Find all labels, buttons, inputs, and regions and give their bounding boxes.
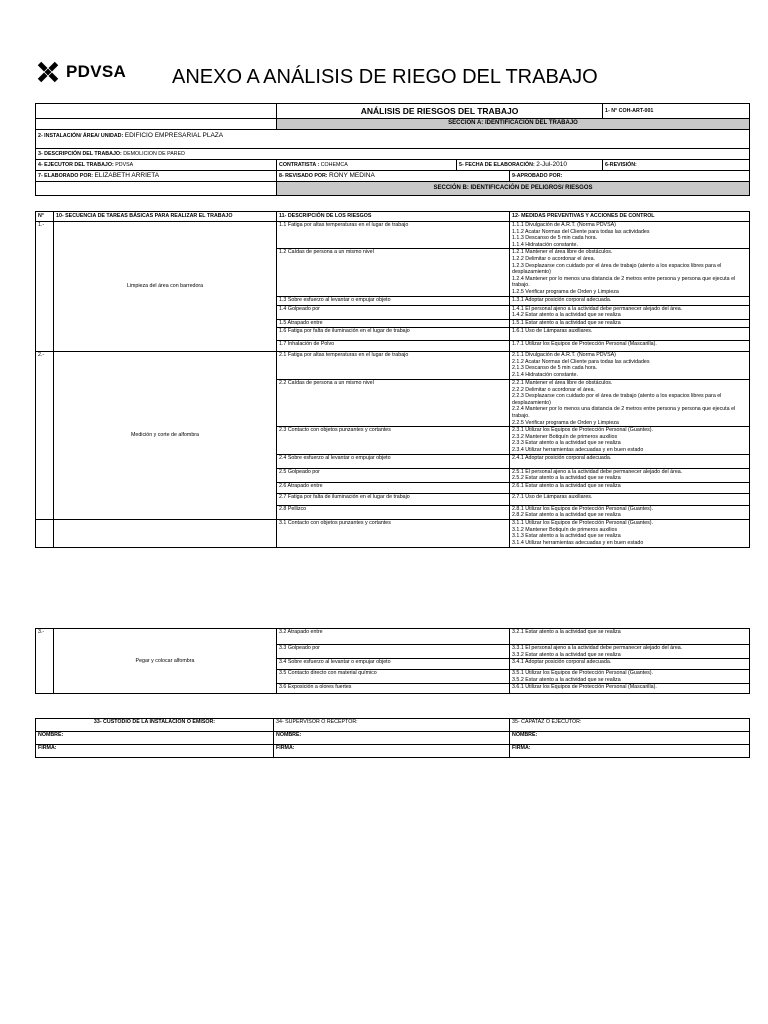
risk-description: 1.2 Caídas de persona a un mismo nivel <box>277 249 510 296</box>
pdvsa-logo-icon <box>34 58 62 86</box>
table-row <box>36 629 750 645</box>
col-header-risk-description: 11- DESCRIPCIÓN DE LOS RIESGOS <box>277 212 510 222</box>
document-title: ANEXO A ANÁLISIS DE RIEGO DEL TRABAJO <box>172 66 598 88</box>
risk-description: 1.7 Inhalación de Polvo <box>277 340 510 351</box>
blank-cell <box>36 182 277 196</box>
field-description-label: 3- DESCRIPCIÓN DEL TRABAJO: <box>38 150 122 157</box>
preventive-measures: 3.5.1 Utilizar los Equipos de Protección Personal (Guantes). 3.5.2 Estar atento a la actividad que se realiza <box>510 670 750 684</box>
table-row <box>36 351 750 379</box>
preventive-measures: 3.2.1 Estar atento a la actividad que se realiza <box>510 629 750 645</box>
section-b-title: SECCIÓN B: IDENTIFICACIÓN DE PELIGROS/ RIESGOS <box>277 182 750 196</box>
risk-description: 2.1 Fatiga por altas temperaturas en el lugar de trabajo <box>277 351 510 379</box>
risk-description: 2.2 Caídas de persona a un mismo nivel <box>277 379 510 426</box>
preventive-measures: 1.2.1 Mantener el área libre de obstáculos. 1.2.2 Delimitar o acordonar el área. 1.2.3 Desplazarse con cuidado por el área de trabajo (atento a los espacios libres para el desplazamiento) 1.2.4 Mantener por lo menos una distancia de 2 metros entre persona y persona que ejecuta el trabajo. 1.2.5 Verificar programa de Orden y Limpieza <box>510 249 750 296</box>
signature-table <box>35 718 750 758</box>
field-elaborated <box>36 171 277 182</box>
field-installation-label: 2- INSTALACIÓN/ ÁREA/ UNIDAD: <box>38 133 124 139</box>
field-reviewed <box>277 171 510 182</box>
field-date-label: 5- FECHA DE ELABORACIÓN: <box>459 161 535 168</box>
supervisor-name-label: NOMBRE: <box>274 732 510 745</box>
table-row <box>36 222 750 249</box>
field-reviewed-value: RONY MEDINA <box>329 171 375 179</box>
foreman-name-label: NOMBRE: <box>510 732 750 745</box>
field-executor-label: 4- EJECUTOR DEL TRABAJO: <box>38 161 114 168</box>
col-header-preventive-measures: 12- MEDIDAS PREVENTIVAS Y ACCIONES DE CONTROL <box>510 212 750 222</box>
supervisor-label: 34- SUPERVISOR O RECEPTOR: <box>274 719 510 732</box>
form-header-table <box>35 103 750 196</box>
preventive-measures: 1.3.1 Adoptar posición corporal adecuada. <box>510 296 750 305</box>
risk-description: 3.3 Golpeado por <box>277 645 510 659</box>
preventive-measures: 3.4.1 Adoptar posición corporal adecuada. <box>510 659 750 670</box>
field-approved-label: 9-APROBADO POR: <box>510 171 750 182</box>
foreman-label: 35- CAPATAZ O EJECUTOR: <box>510 719 750 732</box>
field-date <box>457 160 603 171</box>
risk-description: 3.5 Contacto directo con material químico <box>277 670 510 684</box>
risk-description: 2.4 Sobre esfuerzo al levantar o empujar objeto <box>277 454 510 468</box>
form-main-title: ANÁLISIS DE RIESGOS DEL TRABAJO <box>277 104 603 119</box>
risk-description: 3.6 Exposición a olores fuertes <box>277 684 510 694</box>
preventive-measures: 2.3.1 Utilizar los Equipos de Protección Personal (Guantes). 2.3.2 Mantener Botiquín de primeros auxilios 2.3.3 Estar atento a la actividad que se realiza 2.3.4 Utilizar herramientas adecuadas y en buen estado <box>510 427 750 454</box>
risk-description: 2.3 Contacto con objetos punzantes y cortantes <box>277 427 510 454</box>
preventive-measures: 2.7.1 Uso de Lámparas auxiliares. <box>510 493 750 505</box>
preventive-measures: 2.6.1 Estar atento a la actividad que se realiza <box>510 482 750 493</box>
preventive-measures: 2.4.1 Adoptar posición corporal adecuada. <box>510 454 750 468</box>
brand-name: PDVSA <box>66 62 127 81</box>
preventive-measures: 1.1.1 Divulgación de A.R.T. (Norma PDVSA) 1.1.2 Acatar Normas del Cliente para todas las actividades 1.1.3 Descanso de 5 min cada hora. 1.1.4 Hidratación constante. <box>510 222 750 249</box>
field-installation <box>36 130 750 149</box>
preventive-measures: 2.5.1 El personal ajeno a la actividad debe permanecer alejado del área. 2.5.2 Estar atento a la actividad que se realiza <box>510 468 750 482</box>
preventive-measures: 1.7.1 Utilizar los Equipos de Protección Personal (Mascarilla). <box>510 340 750 351</box>
risk-description: 2.8 Pellizco <box>277 505 510 519</box>
preventive-measures: 3.3.1 El personal ajeno a la actividad debe permanecer alejado del área. 3.3.2 Estar atento a la actividad que se realiza <box>510 645 750 659</box>
risk-description: 1.6 Fatiga por falta de iluminación en el lugar de trabajo <box>277 327 510 340</box>
field-installation-value: EDIFICIO EMPRESARIAL PLAZA <box>124 132 224 139</box>
task-description <box>54 520 277 548</box>
field-contractor-label: CONTRATISTA : <box>279 161 320 168</box>
field-elaborated-label: 7- ELABORADO POR: <box>38 172 94 179</box>
preventive-measures: 1.4.1 El personal ajeno a la actividad debe permanecer alejado del área. 1.4.2 Estar atento a la actividad que se realiza <box>510 305 750 319</box>
task-number: 2.- <box>36 351 54 519</box>
risk-description: 2.6 Atrapado entre <box>277 482 510 493</box>
preventive-measures: 2.8.1 Utilizar los Equipos de Protección Personal (Guantes). 2.8.2 Estar atento a la actividad que se realiza <box>510 505 750 519</box>
risk-description: 3.4 Sobre esfuerzo al levantar o empujar objeto <box>277 659 510 670</box>
col-header-task-sequence: 10- SECUENCIA DE TAREAS BÁSICAS PARA REALIZAR EL TRABAJO <box>54 212 277 222</box>
task-description: Limpieza del área con barredora <box>54 222 277 352</box>
preventive-measures: 2.2.1 Mantener el área libre de obstáculos. 2.2.2 Delimitar o acordonar el área. 2.2.3 Desplazarse con cuidado por el área de trabajo (atento a los espacios libres para el desplazamiento) 2.2.4 Mantener por lo menos una distancia de 2 metros entre persona y persona que ejecuta el trabajo. 2.2.5 Verificar programa de Orden y Limpieza <box>510 379 750 426</box>
blank-cell <box>36 104 277 119</box>
field-contractor-value: COHEMCA <box>320 161 348 168</box>
blank-cell <box>36 119 277 130</box>
field-description-value: DEMOLICION DE PARED <box>123 150 185 157</box>
supervisor-signature-label: FIRMA: <box>274 745 510 758</box>
risk-description: 1.5 Atrapado entre <box>277 319 510 327</box>
risk-description: 2.7 Fatiga por falta de iluminación en el lugar de trabajo <box>277 493 510 505</box>
task-description: Pegar y colocar alfombra <box>54 629 277 694</box>
doc-number: 1- N° COH-ART-001 <box>603 104 750 119</box>
preventive-measures: 1.6.1 Uso de Lámparas auxiliares. <box>510 327 750 340</box>
custodian-label: 33- CUSTODIO DE LA INSTALACIÓN O EMISOR: <box>36 719 274 732</box>
task-number: 1.- <box>36 222 54 352</box>
custodian-signature-label: FIRMA: <box>36 745 274 758</box>
foreman-signature-label: FIRMA: <box>510 745 750 758</box>
field-contractor <box>277 160 457 171</box>
risk-description: 3.1 Contacto con objetos punzantes y cortantes <box>277 520 510 548</box>
section-a-title: SECCIÓN A: IDENTIFICACIÓN DEL TRABAJO <box>277 119 750 130</box>
risk-description: 2.5 Golpeado por <box>277 468 510 482</box>
field-date-value: 2-Jul-2010 <box>536 160 567 168</box>
field-executor <box>36 160 277 171</box>
custodian-name-label: NOMBRE: <box>36 732 274 745</box>
task-number: 3.- <box>36 629 54 694</box>
field-description <box>36 149 750 160</box>
risk-description: 1.4 Golpeado por <box>277 305 510 319</box>
risk-description: 1.3 Sobre esfuerzo al levantar o empujar objeto <box>277 296 510 305</box>
risk-table <box>35 211 750 548</box>
field-elaborated-value: ELIZABETH ARRIETA <box>94 171 160 179</box>
risk-description: 1.1 Fatiga por altas temperaturas en el lugar de trabajo <box>277 222 510 249</box>
field-executor-value: PDVSA <box>115 161 134 168</box>
col-header-number: N° <box>36 212 54 222</box>
field-revision-label: 6-REVISIÓN: <box>603 160 750 171</box>
task-number <box>36 520 54 548</box>
table-row <box>36 520 750 548</box>
risk-description: 3.2 Atrapado entre <box>277 629 510 645</box>
pdvsa-logo <box>34 58 126 86</box>
preventive-measures: 2.1.1 Divulgación de A.R.T. (Norma PDVSA) 2.1.2 Acatar Normas del Cliente para todas las actividades 2.1.3 Descanso de 5 min cada hora. 2.1.4 Hidratación constante. <box>510 351 750 379</box>
field-reviewed-label: 8- REVISADO POR: <box>279 172 328 179</box>
preventive-measures: 1.5.1 Estar atento a la actividad que se realiza <box>510 319 750 327</box>
risk-table-continued <box>35 628 750 694</box>
task-description: Medición y corte de alfombra <box>54 351 277 519</box>
preventive-measures: 3.1.1 Utilizar los Equipos de Protección Personal (Guantes). 3.1.2 Mantener Botiquín de primeros auxilios 3.1.3 Estar atento a la actividad que se realiza 3.1.4 Utilizar herramientas adecuadas y en buen estado <box>510 520 750 548</box>
preventive-measures: 3.6.1 Utilizar los Equipos de Protección Personal (Mascarilla). <box>510 684 750 694</box>
